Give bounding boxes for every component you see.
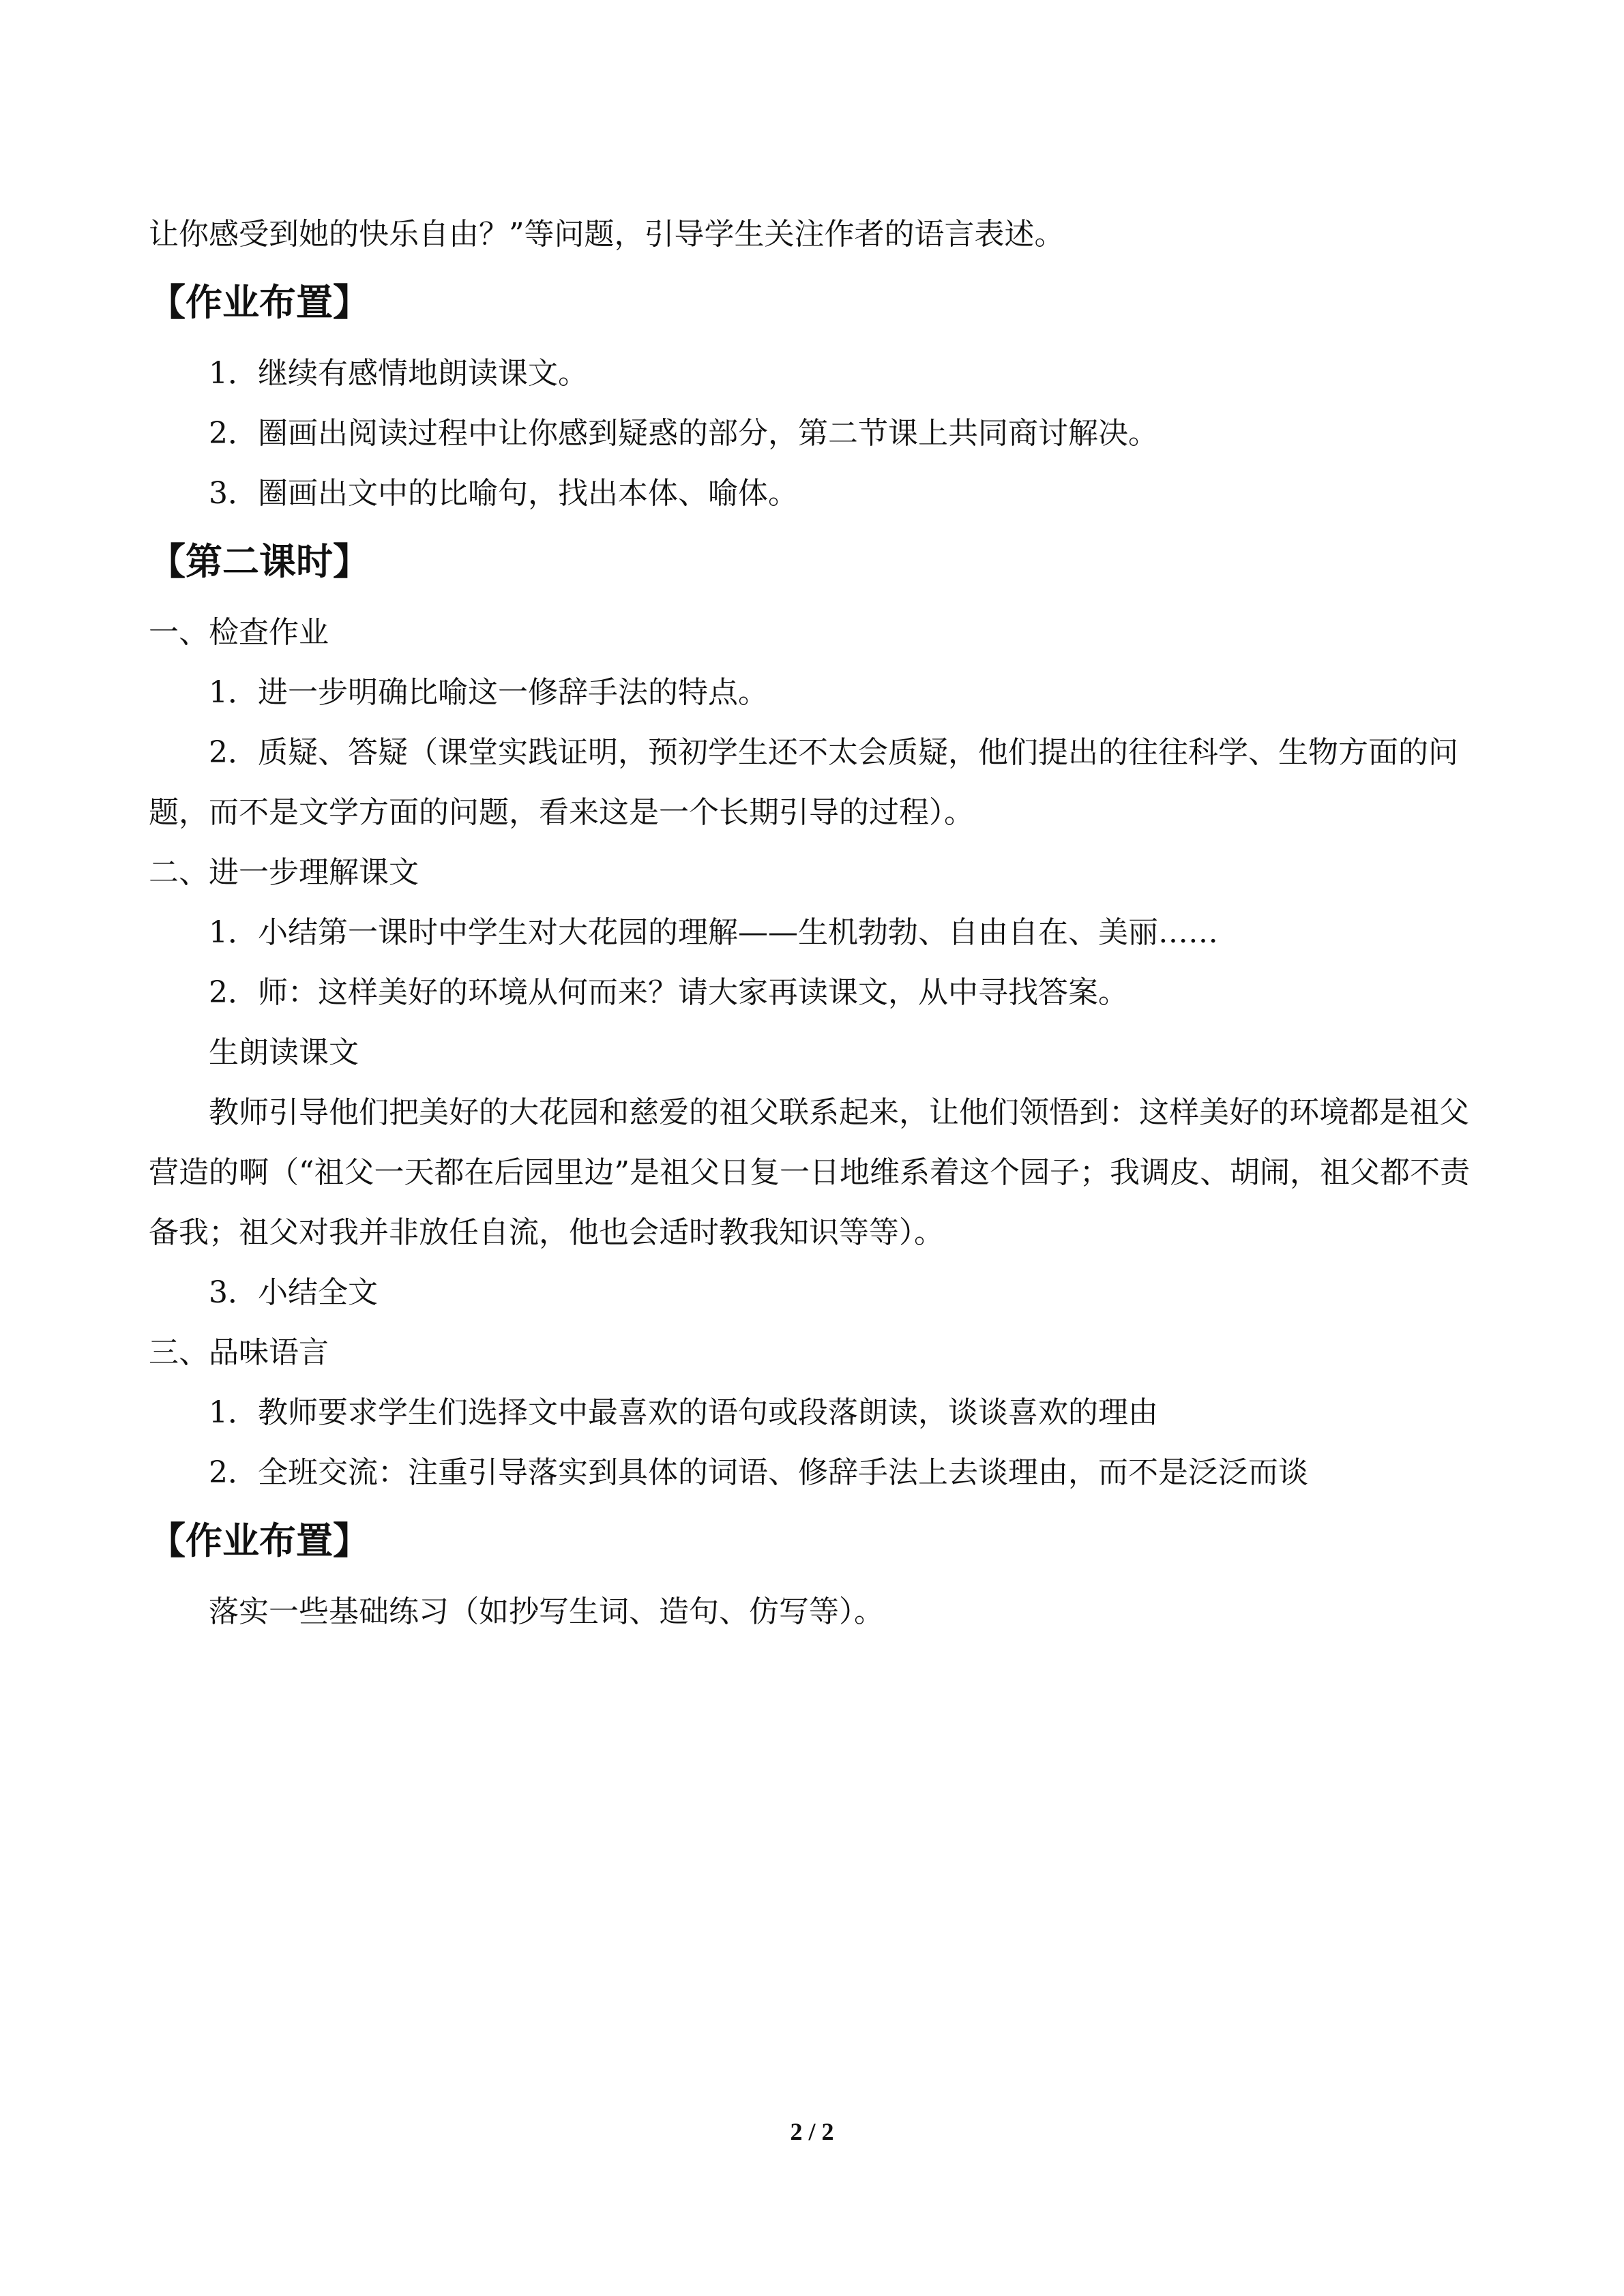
understand-item-1: 1．小结第一课时中学生对大花园的理解——生机勃勃、自由自在、美丽…… [209,915,1218,950]
understand-item-2: 2．师：这样美好的环境从何而来？请大家再读课文，从中寻找答案。 [209,975,1128,1010]
homework-item-3: 3．圈画出文中的比喻句，找出本体、喻体。 [209,476,798,511]
homework-2-item: 落实一些基础练习（如抄写生词、造句、仿写等）。 [209,1594,884,1629]
understand-item-3: 3．小结全文 [209,1275,378,1310]
section-heading-second-lesson: 【第二课时】 [149,540,370,583]
language-item-1: 1．教师要求学生们选择文中最喜欢的语句或段落朗读，谈谈喜欢的理由 [209,1395,1158,1430]
homework-item-1: 1．继续有感情地朗读课文。 [209,356,588,391]
teacher-guidance-paragraph: 教师引导他们把美好的大花园和慈爱的祖父联系起来，让他们领悟到：这样美好的环境都是祖父营造的啊（“祖父一天都在后园里边”是祖父日复一日地维系着这个园子；我调皮、胡闹，祖父都不责备我；祖父对我并非放任自流，他也会适时教我知识等等）。 [149,1095,1470,1250]
section-heading-homework: 【作业布置】 [149,281,370,324]
language-item-2: 2．全班交流：注重引导落实到具体的词语、修辞手法上去谈理由，而不是泛泛而谈 [209,1455,1308,1490]
paragraph-continuation: 让你感受到她的快乐自由？”等问题，引导学生关注作者的语言表述。 [149,217,1065,252]
section-heading-homework-2: 【作业布置】 [149,1519,370,1562]
subheading-check-homework: 一、检查作业 [149,615,329,650]
document-body [149,205,1486,1642]
subheading-understand-text: 二、进一步理解课文 [149,855,419,890]
homework-item-2: 2．圈画出阅读过程中让你感到疑惑的部分，第二节课上共同商讨解决。 [209,416,1158,451]
check-item-1: 1．进一步明确比喻这一修辞手法的特点。 [209,675,768,710]
page-number: 2 / 2 [790,2118,834,2145]
check-item-2: 2．质疑、答疑（课堂实践证明，预初学生还不太会质疑，他们提出的往往科学、生物方面的问题，而不是文学方面的问题，看来这是一个长期引导的过程）。 [149,735,1458,830]
student-read-note: 生朗读课文 [209,1035,359,1070]
subheading-savor-language: 三、品味语言 [149,1335,329,1370]
